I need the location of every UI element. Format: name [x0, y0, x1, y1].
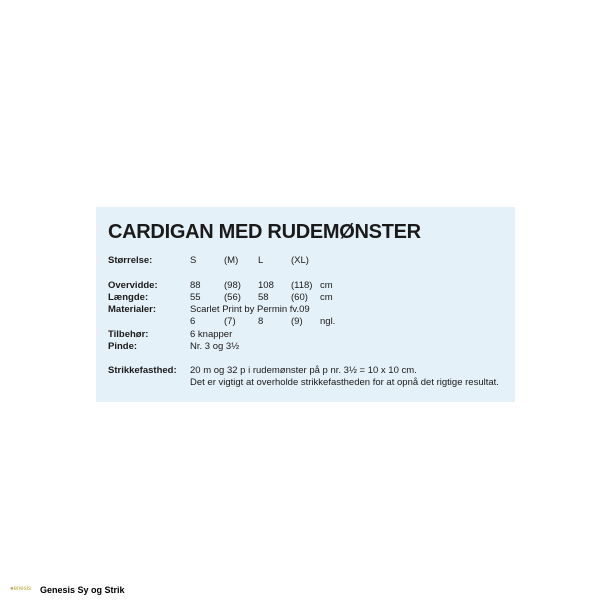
- size-value: (M): [224, 255, 239, 266]
- skein-value: 6: [190, 316, 196, 327]
- skein-value: 8: [258, 316, 264, 327]
- size-value: S: [190, 255, 197, 266]
- size-value: L: [258, 255, 264, 266]
- materials-label: Materialer:: [108, 304, 157, 315]
- genesis-logo: ●enesis: [10, 586, 31, 592]
- size-label: Størrelse:: [108, 255, 153, 266]
- gauge-value: 20 m og 32 p i rudemønster på p nr. 3½ = 10 x 10 cm.: [190, 365, 417, 376]
- length-value: 58: [258, 292, 269, 303]
- skein-value: (7): [224, 316, 236, 327]
- length-value: (60): [291, 292, 308, 303]
- gauge-note: Det er vigtigt at overholde strikkefastheden for at opnå det rigtige resultat.: [190, 377, 499, 388]
- chest-value: (118): [291, 280, 313, 291]
- length-value: 55: [190, 292, 201, 303]
- skein-unit: ngl.: [320, 316, 336, 327]
- length-label: Længde:: [108, 292, 149, 303]
- chest-value: 108: [258, 280, 274, 291]
- needles-value: Nr. 3 og 3½: [190, 341, 240, 352]
- chest-value: 88: [190, 280, 201, 291]
- accessories-label: Tilbehør:: [108, 329, 149, 340]
- size-value: (XL): [291, 255, 309, 266]
- length-unit: cm: [320, 292, 333, 303]
- needles-label: Pinde:: [108, 341, 138, 352]
- gauge-label: Strikkefasthed:: [108, 365, 177, 376]
- chest-value: (98): [224, 280, 241, 291]
- chest-label: Overvidde:: [108, 280, 158, 291]
- skein-value: (9): [291, 316, 303, 327]
- pattern-info-card: [96, 207, 515, 402]
- materials-yarn: Scarlet Print by Permin fv.09: [190, 304, 310, 315]
- length-value: (56): [224, 292, 241, 303]
- chest-unit: cm: [320, 280, 333, 291]
- brand-name: Genesis Sy og Strik: [40, 585, 125, 595]
- pattern-title: CARDIGAN MED RUDEMØNSTER: [108, 221, 421, 243]
- accessories-value: 6 knapper: [190, 329, 233, 340]
